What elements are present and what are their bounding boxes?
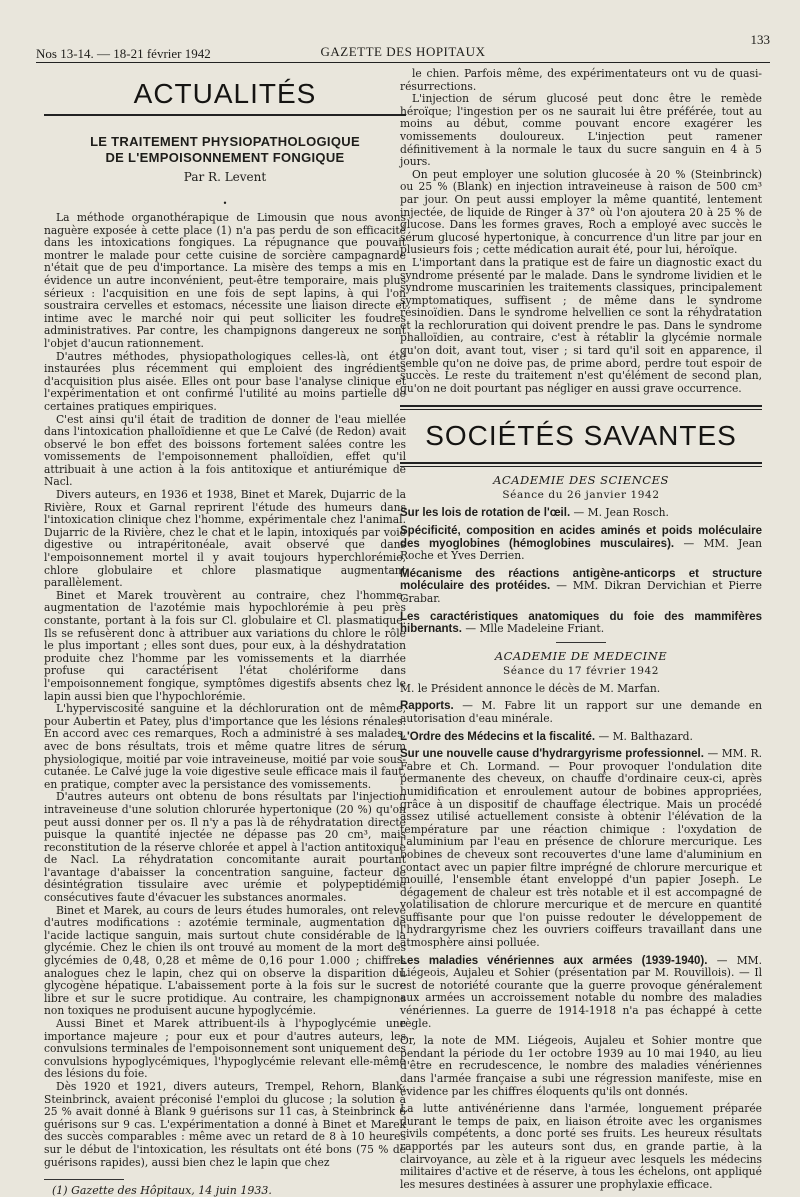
divider [556, 642, 606, 643]
right-column [400, 68, 762, 1196]
academy-medecine-heading: ACADEMIE DE MEDECINE [494, 648, 668, 663]
session-entry [400, 507, 762, 520]
sciences-entries [400, 507, 762, 635]
session-entry [400, 1035, 762, 1098]
session-entry [400, 748, 762, 950]
entry-text: — Mlle Madeleine Friant. [461, 622, 605, 636]
entry-text: Or, la note de MM. Liégeois, Aujaleu et Sohier montre que pendant la période du 1er octobre 1939 au 10 mai 1940, au lieu d'être en recrudescence, le nombre des maladies vénériennes dans l'armée française a subi une régression manifeste, mise en évidence par les chiffres éloquents qu'ils ont donnés. [400, 1034, 762, 1098]
entry-text: — M. Fabre lit un rapport sur une demande en autorisation d'eau minérale. [400, 699, 762, 725]
entry-title: L'Ordre des Médecins et la fiscalité. [400, 730, 596, 743]
entry-text: — MM. Jean Roche et Yves Derrien. [400, 536, 762, 563]
article-body [44, 212, 406, 1169]
entry-text: — MM. Dikran Dervichian et Pierre Grabar. [400, 579, 762, 605]
paragraph: L'hyperviscosité sanguine et la déchloruration ont de même, pour Aubertin et Patey, plus d'importance que les lésions rénales. En accord avec ces remarques, Roch a administré à ses malades, avec de bons résultats, trois et même quatre litres de sérum physiologique, moitié par voie intraveineuse, moitié par voie sous-cutanée. Le Calvé juge la voie digestive seule efficace mais il faut, en pratique, compter avec la persistance des vomissements. [44, 702, 406, 791]
entry-text: — MM. Liégeois, Aujaleu et Sohier (présentation par M. Rouvillois). — Il est de notoriété courante que la guerre provoque généralement aux armées un accroissement notable du nombre des maladies vénériennes. La guerre de 1914-1918 n'a pas échappé à cette règle. [400, 953, 762, 1030]
article-title-line2: DE L'EMPOISONNEMENT FONGIQUE [105, 150, 345, 165]
entry-title: Mécanisme des réactions antigène-anticorps et structure moléculaire des protéides. [400, 567, 762, 593]
paragraph: Binet et Marek, au cours de leurs études humorales, ont relevé d'autres modifications : azotémie terminale, augmentation de l'acide lactique sanguin, mais surtout chute considérable de la glycémie. Chez le chien ils ont trouvé au moment de la mort des glycémies de 0,48, 0,28 et même de 0,16 pour 1.000 ; chiffres analogues chez le lapin, chez qui on observe la disparition du glycogène hépatique. L'abaissement porte à la fois sur le sucre libre et sur le sucre protidique. Au contraire, les champignons non toxiques ne produisent aucune hypoglycémie. [44, 903, 406, 1018]
medicine-entries [400, 683, 762, 1192]
entry-title: Spécificité, composition en acides aminés et poids moléculaire des myoglobines (hémoglobines musculaires). [400, 525, 762, 550]
entry-text: — M. Jean Rosch. [570, 506, 669, 520]
paragraph: Aussi Binet et Marek attribuent-ils à l'hypoglycémie une importance majeure ; pour eux et pour d'autres auteurs, les convulsions terminales de l'empoisonnement sont uniquement des convulsions hypoglycémiques, l'hypoglycémie relevant elle-même des lésions du foie. [44, 1017, 406, 1081]
section-rule-double [400, 462, 762, 467]
entry-text: M. le Président annonce le décès de M. Marfan. [400, 681, 661, 695]
entry-title: Les caractéristiques anatomiques du foie des mammifères hibernants. [400, 610, 762, 636]
ornament: • [222, 199, 228, 208]
paragraph: La méthode organothérapique de Limousin que nous avons naguère exposée à cette place (1) n'a pas perdu de son efficacité dans les intoxications fongiques. La répugnance que pouvait montrer le malade pour cette cuisine de sorcière campagnarde n'était que de peu d'importance. La misère des temps a mis en évidence un autre inconvénient, peut-être temporaire, mais plus sérieux : l'acquisition en une fois de sept lapins, à qui l'on soustraira cervelles et estomacs, nécessite une liaison directe et intime avec le marché noir qui peut solliciter les foudres administratives. Par contre, les champignons dangereux ne sont l'objet d'aucun rationnement. [44, 211, 406, 350]
entry-title: Sur une nouvelle cause d'hydrargyrisme professionnel. [400, 748, 704, 761]
paragraph: D'autres auteurs ont obtenu de bons résultats par l'injection intraveineuse d'une solution chlorurée hypertonique (20 %) qu'on peut aussi donner per os. Il n'y a pas là de réhydratation directe puisque la quantité injectée ne dépasse pas 20 cm³, mais reconstitution de la réserve chlorée et appel à l'action antitoxique de Nacl. La réhydratation concomitante aurait pourtant l'avantage d'abaisser la concentration sanguine, facteur de désintégration tissulaire avec urémie et polypeptidémie consécutives faute d'évacuer les substances anormales. [44, 790, 406, 905]
entry-text: — M. Balthazard. [595, 729, 693, 743]
entry-text: La lutte antivénérienne dans l'armée, longuement préparée durant le temps de paix, en liaison étroite avec les organismes civils compétents, a donc porté ses fruits. Les heureux résultats rapportés par les auteurs sont dus, en grande partie, à la clairvoyance, au zèle et à la rigueur avec lesquels les médecins militaires d'active et de réserve, à tous les échelons, ont appliqué les mesures destinées à assurer une prophylaxie efficace. [400, 1102, 762, 1191]
seance-date: Séance du 17 février 1942 [502, 664, 660, 677]
paragraph: Divers auteurs, en 1936 et 1938, Binet et Marek, Dujarric de la Rivière, Roux et Garnal reprirent l'étude des humeurs dans l'intoxication clinique chez l'homme, expérimentale chez l'animal. Dujarric de la Rivière, chez le chat et le lapin, intoxiqués par voie digestive ou intrapéritonéale, avait observé que dans l'empoisonnement mortel il y avait toujours hyperchlorémie, chlore globulaire et chlore plasmatique augmentant parallèlement. [44, 488, 406, 590]
paragraph: C'est ainsi qu'il était de tradition de donner de l'eau miellée dans l'intoxication phalloïdienne et que Le Calvé (de Redon) avait observé le bon effet des boissons fortement salées contre les vomissements de l'empoisonnement phalloïdien, effet qu'il attribuait à une action à la fois antitoxique et antiurémique de Nacl. [44, 412, 406, 489]
session-entry [400, 731, 762, 744]
seance-date: Séance du 26 janvier 1942 [502, 489, 660, 502]
section-heading-societes: SOCIÉTÉS SAVANTES [425, 420, 737, 452]
footnote: (1) Gazette des Hôpitaux, 14 juin 1933. [52, 1184, 272, 1197]
page-number: 133 [750, 32, 770, 47]
section-rule [44, 114, 406, 116]
paragraph: L'injection de sérum glucosé peut donc être le remède héroïque; l'ingestion per os ne saurait lui être préférée, tout au moins au début, comme pouvant encore exagérer les vomissements douloureux. L'injection peut ramener définitivement à la normale le taux du sucre sanguin en 4 à 5 jours. [400, 92, 762, 169]
section-rule-double [400, 405, 762, 410]
paragraph: le chien. Parfois même, des expérimentateurs ont vu de quasi-résurrections. [400, 67, 762, 93]
session-entry [400, 1103, 762, 1191]
byline: Par R. Levent [183, 170, 267, 184]
entry-title: Sur les lois de rotation de l'œil. [400, 507, 571, 520]
session-entry [400, 700, 762, 725]
article-title-line1: LE TRAITEMENT PHYSIOPATHOLOGIQUE [90, 134, 360, 149]
article-continuation [400, 68, 762, 395]
session-entry [400, 955, 762, 1031]
paragraph: Dès 1920 et 1921, divers auteurs, Trempel, Rehorn, Blank, Steinbrinck, avaient préconisé l'emploi du glucose ; la solution à 25 % avait donné à Blank 9 guérisons sur 11 cas, à Steinbrinck 6 guérisons sur 9 cas. L'expérimentation a donné à Binet et Marek des succès comparables : même avec un retard de 8 à 10 heures sur le début de l'intoxication, les résultats ont été bons (75 % de guérisons rapides), aussi bien chez le lapin que chez [44, 1079, 406, 1169]
entry-text: — MM. R. Fabre et Ch. Lormand. — Pour provoquer l'ondulation dite permanente des cheveux, on chauffe d'ordinaire ceux-ci, après humidification et enroulement autour de bobines appropriées, grâce à un dispositif de chauffage électrique. Mais un procédé assez utilisé actuellement consiste à obtenir l'élévation de la température par une réaction chimique : l'oxydation de l'aluminium par l'eau en présence de chlorure mercurique. Les bobines de cheveux sont recouvertes d'une lame d'aluminium en contact avec un papier filtre imprégné de chlorure mercurique et mouillé, l'ensemble étant enveloppé d'un papier Joseph. Le dégagement de chaleur est très notable et il est accompagné de volatilisation de chlorure mercurique et de mercure en quantité suffisante pour que l'on puisse redouter le développement de l'hydrargyrisme chez les ouvriers coiffeurs travaillant dans une atmosphère ainsi polluée. [400, 747, 762, 950]
entry-title: Les maladies vénériennes aux armées (1939-1940). [400, 954, 708, 967]
paragraph: D'autres méthodes, physiopathologiques celles-là, ont été instaurées plus récemment qui emploient des ingrédients d'acquisition plus aisée. Elles ont pour base l'analyse clinique et l'expérimentation et ont confirmé l'utilité au moins partielle de certaines pratiques empiriques. [44, 349, 406, 413]
session-entry [400, 683, 762, 696]
session-entry [400, 611, 762, 636]
journal-title: GAZETTE DES HOPITAUX [320, 44, 486, 59]
session-entry [400, 525, 762, 563]
footnote-rule [44, 1179, 124, 1180]
left-column [44, 68, 406, 1197]
running-head [36, 32, 770, 64]
section-heading-actualites: ACTUALITÉS [133, 78, 317, 109]
paragraph: L'important dans la pratique est de faire un diagnostic exact du syndrome présenté par le malade. Dans le syndrome lividien et le syndrome muscarinien les traitements classiques, principalement symptomatiques, suffisent ; de même dans le syndrome résinoïdien. Dans le syndrome helvellien ce sont la réhydratation et la rechloruration qui doivent prendre le pas. Dans le syndrome phalloïdien, au contraire, c'est à rétablir la glycémie normale qu'on doit, avant tout, viser ; si tard qu'il soit en apparence, il semble qu'on ne doive pas, de prime abord, perdre tout espoir de succès. Le reste du traitement n'est qu'élément de second plan, qu'on ne doit pourtant pas négliger en aussi grave occurrence. [400, 255, 762, 395]
entry-title: Rapports. [400, 700, 454, 713]
academy-sciences-heading: ACADEMIE DES SCIENCES [493, 473, 669, 488]
paragraph: Binet et Marek trouvèrent au contraire, chez l'homme, augmentation de l'azotémie mais hypochlorémie à peu près constante, portant à la fois sur Cl. globulaire et Cl. plasmatique. Ils se refusèrent donc à attribuer aux variations du chlore le rôle le plus important ; elles sont dues, pour eux, à la déshydratation produite chez l'homme par les vomissements et la diarrhée profuse qui caractérisent l'état cholériforme dans l'empoisonnement fongique, symptômes digestifs absents chez le lapin aussi bien que l'hypochlorémie. [44, 588, 406, 703]
issue-number: Nos 13-14. — 18-21 février 1942 [36, 46, 211, 61]
session-entry [400, 568, 762, 606]
paragraph: On peut employer une solution glucosée à 20 % (Steinbrinck) ou 25 % (Blank) en injection intraveineuse à raison de 500 cm³ par jour. On peut aussi employer la même quantité, lentement injectée, de liquide de Ringer à 37° où l'on ajoutera 20 à 25 % de glucose. Dans les formes graves, Roch a employé avec succès le sérum glucosé hypertonique, à concurrence d'un litre par jour en plusieurs fois ; cette médication aurait été, pour lui, héroïque. [400, 167, 762, 257]
header-rule [36, 62, 770, 63]
